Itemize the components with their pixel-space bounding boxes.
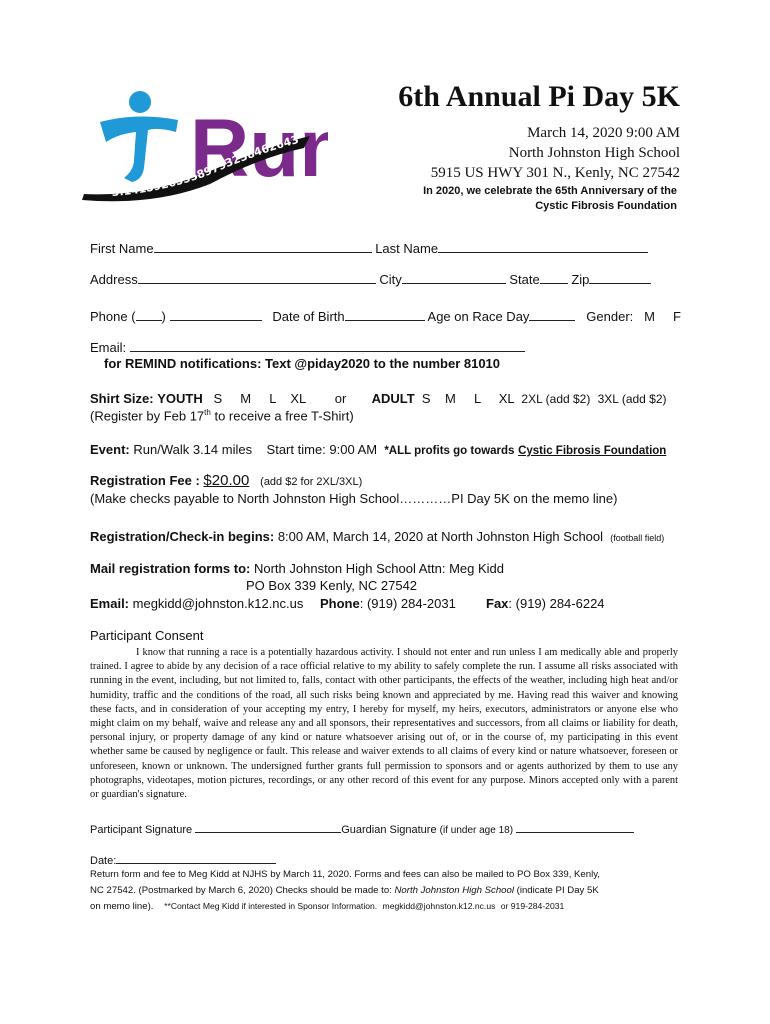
shirt-label: Shirt Size: <box>90 391 154 406</box>
dob-label: Date of Birth <box>272 309 345 324</box>
last-name-field[interactable] <box>438 240 648 253</box>
fax-contact-row <box>486 596 605 611</box>
youth-size-s[interactable]: S <box>213 391 223 406</box>
date-label: Date: <box>90 855 117 867</box>
cf-foundation-link[interactable]: Cystic Fibrosis Foundation <box>518 445 667 457</box>
adult-size-xl[interactable]: XL <box>498 391 515 406</box>
phone-field[interactable] <box>170 308 262 321</box>
register-note-text-2: to receive a free T-Shirt) <box>210 408 354 424</box>
footer-line-2-italic: North Johnston High School <box>394 885 514 896</box>
date-field[interactable] <box>116 853 276 864</box>
email-field[interactable] <box>130 339 525 352</box>
footer-email-link[interactable]: megkidd@johnston.k12.nc.us <box>382 901 496 911</box>
event-row <box>90 442 666 457</box>
fee-label: Registration Fee : <box>90 473 200 488</box>
phone-row <box>90 308 681 324</box>
first-name-field[interactable] <box>154 240 372 253</box>
event-address: 5915 US HWY 301 N., Kenly, NC 27542 <box>430 165 680 181</box>
youth-label: YOUTH <box>157 391 203 406</box>
phone-label: Phone ( <box>90 309 136 324</box>
shirt-row <box>90 391 667 406</box>
adult-label: ADULT <box>371 391 415 406</box>
start-time: Start time: 9:00 AM <box>266 442 378 457</box>
phone-contact-row <box>320 596 456 611</box>
anniversary-line-2: Cystic Fibrosis Foundation <box>535 200 677 212</box>
state-label: State <box>509 272 540 287</box>
address-row <box>90 271 651 287</box>
remind-line: for REMIND notifications: Text @piday2020 to the number 81010 <box>104 356 501 371</box>
fax-contact: : (919) 284-6224 <box>508 596 605 611</box>
adult-size-m[interactable]: M <box>445 391 456 406</box>
footer-line-2 <box>90 885 599 896</box>
first-name-label: First Name <box>90 241 154 256</box>
checkin-row <box>90 529 664 544</box>
email-contact-label: Email: <box>90 596 130 611</box>
footer-line-2-text: NC 27542. (Postmarked by March 6, 2020) Checks should be made to: <box>90 885 392 896</box>
age-field[interactable] <box>529 308 575 321</box>
gender-label: Gender: <box>586 309 634 324</box>
participant-signature-field[interactable] <box>195 822 341 833</box>
footer-phone: or 919-284-2031 <box>500 901 565 911</box>
adult-size-3xl[interactable]: 3XL (add $2) <box>597 392 667 406</box>
pi-run-logo <box>78 72 328 202</box>
event-date-time: March 14, 2020 9:00 AM <box>527 125 680 141</box>
checkin-note: (football field) <box>610 533 665 543</box>
address-field[interactable] <box>138 271 376 284</box>
fee-row <box>90 472 362 489</box>
mail-value: North Johnston High School Attn: Meg Kidd <box>253 561 505 576</box>
consent-heading: Participant Consent <box>90 628 204 643</box>
fee-extra: (add $2 for 2XL/3XL) <box>260 476 363 488</box>
fax-contact-label: Fax <box>486 596 509 611</box>
email-label: Email: <box>90 340 127 355</box>
checkin-value: 8:00 AM, March 14, 2020 at North Johnston High School <box>277 529 604 544</box>
gender-female-option[interactable]: F <box>673 309 681 324</box>
event-venue: North Johnston High School <box>508 145 680 161</box>
sponsor-contact-note: **Contact Meg Kidd if interested in Sponsor Information. <box>164 901 378 911</box>
participant-signature-label: Participant Signature <box>90 824 193 836</box>
youth-size-l[interactable]: L <box>269 391 276 406</box>
anniversary-line-1: In 2020, we celebrate the 65th Anniversary of the <box>423 185 677 197</box>
guardian-signature-label: Guardian Signature <box>341 824 437 836</box>
footer-line-1: Return form and fee to Meg Kidd at NJHS by March 11, 2020. Forms and fees can also be mailed to PO Box 339, Kenly, <box>90 869 600 880</box>
register-note-text: (Register by Feb 17 <box>90 408 205 424</box>
contact-row <box>90 596 303 611</box>
checkin-label: Registration/Check-in begins: <box>90 529 275 544</box>
email-contact[interactable]: megkidd@johnston.k12.nc.us <box>132 596 304 611</box>
guardian-signature-field[interactable] <box>516 822 634 833</box>
zip-label: Zip <box>571 272 590 287</box>
guardian-note: (if under age 18) <box>439 825 514 836</box>
logo-digits: 3.141592653589793238462643 <box>111 132 301 200</box>
youth-size-xl[interactable]: XL <box>290 391 306 406</box>
fee-amount: $20.00 <box>203 472 250 489</box>
phone-contact: : (919) 284-2031 <box>359 596 456 611</box>
zip-field[interactable] <box>589 271 651 284</box>
footer-line-3-text: on memo line). <box>90 901 154 912</box>
email-row <box>90 339 525 355</box>
adult-size-s[interactable]: S <box>421 391 431 406</box>
dob-field[interactable] <box>345 308 425 321</box>
state-field[interactable] <box>540 271 568 284</box>
register-note-sup: th <box>204 408 211 417</box>
profits-note: *ALL profits go towards <box>384 445 515 457</box>
signature-row <box>90 822 634 836</box>
date-row <box>90 853 276 867</box>
adult-size-2xl[interactable]: 2XL (add $2) <box>521 392 591 406</box>
footer-line-2-post: (indicate PI Day 5K <box>513 885 599 896</box>
city-label: City <box>379 272 402 287</box>
age-label: Age on Race Day <box>427 309 530 324</box>
event-label: Event: <box>90 442 130 457</box>
youth-size-m[interactable]: M <box>240 391 252 406</box>
area-code-field[interactable] <box>136 308 162 321</box>
or-label: or <box>334 391 347 406</box>
address-label: Address <box>90 272 138 287</box>
gender-male-option[interactable]: M <box>644 309 655 324</box>
logo-graphic <box>78 72 328 202</box>
event-value: Run/Walk 3.14 miles <box>133 442 253 457</box>
register-note <box>90 408 354 423</box>
city-field[interactable] <box>402 271 506 284</box>
consent-body: I know that running a race is a potentially hazardous activity. I should not enter and run unless I am medically able and properly trained. I agree to abide by any decision of a race official relative to my ability to safely complete the run. I assume all risks associated with running in the event, including, but not limited to, falls, contact with other participants, the effects of the weather, including high heat and/or humidity, traffic and the conditions of the road, all such risks being known and appreciated by me. Having read this waiver and knowing these facts, and in consideration of your accepting my entry, I hereby for myself, my heirs, executors, administrators or anyone else who might claim on my behalf, waive and release any and all sponsors, their representatives and successors, from all claims or liability for death, personal injury, or property damage of any kind or nature whatsoever arising out of, or in the course of, my participating in this event whether same be caused by negligence or fault. This release and waiver extends to all claims of every kind or nature whatsoever, foreseen or unforeseen, known or unknown. The undersigned further grants full permission to sponsors and or agents authorized by them to use any photographs, videotapes, motion pictures, recordings, or any other record of this event for any purpose. Minors accepted only with a parent or guardian's signature. <box>90 647 678 801</box>
checks-note: (Make checks payable to North Johnston High School…………PI Day 5K on the memo line) <box>90 491 618 506</box>
mail-label: Mail registration forms to: <box>90 561 251 576</box>
logo-text: R n <box>190 103 328 194</box>
footer-line-3 <box>90 901 564 912</box>
last-name-label: Last Name <box>375 241 439 256</box>
phone-contact-label: Phone <box>320 596 360 611</box>
phone-paren: ) <box>161 309 166 324</box>
mail-row <box>90 561 504 576</box>
mail-po: PO Box 339 Kenly, NC 27542 <box>246 578 418 593</box>
adult-size-l[interactable]: L <box>473 391 481 406</box>
event-title: 6th Annual Pi Day 5K <box>398 80 680 113</box>
name-row <box>90 240 648 256</box>
